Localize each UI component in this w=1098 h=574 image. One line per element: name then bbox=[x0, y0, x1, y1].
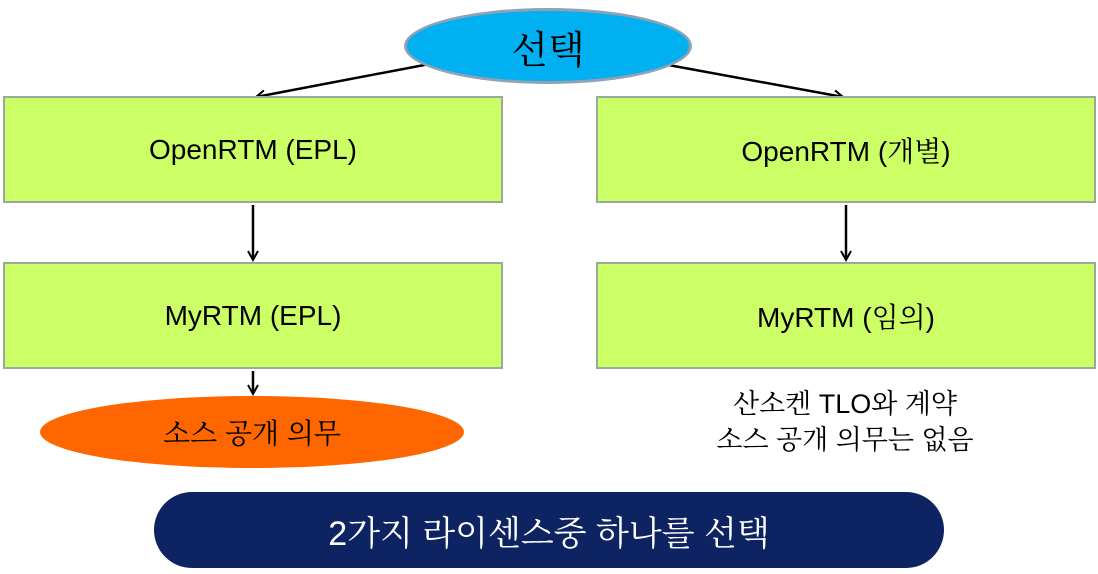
footer-banner-label: 2가지 라이센스중 하나를 선택 bbox=[328, 514, 770, 553]
openrtm-epl-label: OpenRTM (EPL) bbox=[149, 133, 357, 165]
myrtm-arbitrary-box bbox=[596, 262, 1096, 369]
footer-banner bbox=[154, 492, 944, 568]
arrow-root-to-left bbox=[256, 62, 440, 97]
root-choice-label: 선택 bbox=[511, 29, 585, 72]
arrow-root-to-right bbox=[652, 62, 843, 97]
root-choice-node bbox=[404, 8, 692, 84]
myrtm-arbitrary-label: MyRTM (임의) bbox=[757, 301, 935, 333]
openrtm-individual-box bbox=[596, 96, 1096, 203]
right-branch-note bbox=[670, 386, 1020, 458]
myrtm-epl-label: MyRTM (EPL) bbox=[164, 299, 342, 331]
note-line-contract: 산소켄 TLO와 계약 bbox=[732, 389, 957, 419]
openrtm-epl-box bbox=[3, 96, 503, 203]
source-disclosure-obligation-label: 소스 공개 의무 bbox=[163, 418, 341, 449]
source-disclosure-obligation-node bbox=[40, 396, 464, 468]
myrtm-epl-box bbox=[3, 262, 503, 369]
note-line-no-obligation: 소스 공개 의무는 없음 bbox=[716, 425, 974, 455]
openrtm-individual-label: OpenRTM (개별) bbox=[741, 135, 951, 167]
